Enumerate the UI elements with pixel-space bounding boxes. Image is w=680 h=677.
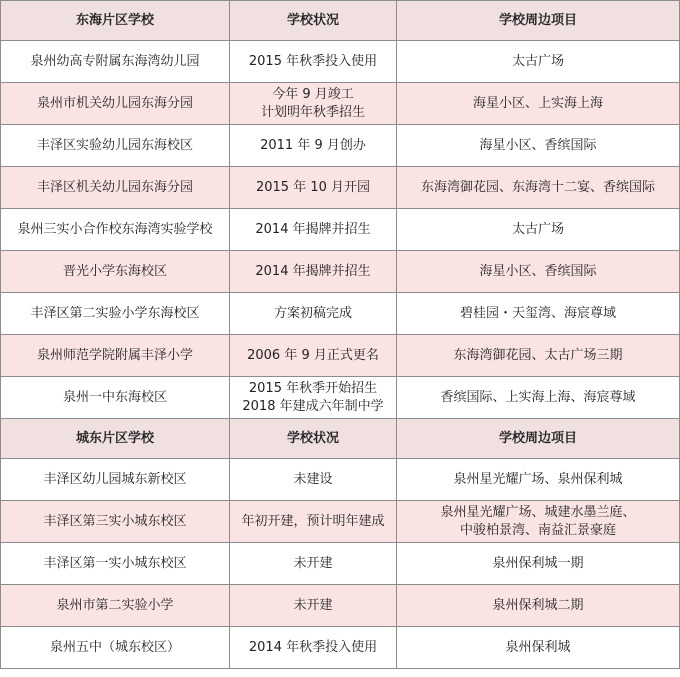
section-header-row [1,419,680,459]
status-cell [230,293,397,335]
table-row [1,627,680,669]
header-cell: 学校周边项目 [397,419,680,459]
cell-text: 泉州幼高专附属东海湾幼儿园 [30,53,200,69]
cell-text: 今年 9 月竣工 [272,86,354,102]
status-cell [230,543,397,585]
cell-text: 2018 年建成六年制中学 [242,398,384,414]
cell-text: 泉州星光耀广场、城建水墨兰庭、 [440,504,636,520]
table-row [1,459,680,501]
cell-text: 泉州三实小合作校东海湾实验学校 [17,221,213,237]
nearby-projects-cell [397,501,680,543]
cell-text: 海星小区、上实海上海 [472,95,603,111]
nearby-projects-cell [397,167,680,209]
nearby-projects-cell [397,209,680,251]
cell-text: 泉州保利城一期 [492,555,584,571]
status-cell [230,459,397,501]
cell-text: 香缤国际、上实海上海、海宸尊域 [440,389,636,405]
cell-text: 丰泽区第三实小城东校区 [43,513,187,529]
table-row [1,293,680,335]
table-row [1,251,680,293]
header-cell: 东海片区学校 [1,1,230,41]
cell-text: 海星小区、香缤国际 [479,137,597,153]
status-cell [230,209,397,251]
header-cell: 学校状况 [230,419,397,459]
header-cell: 学校状况 [230,1,397,41]
status-cell [230,83,397,125]
cell-text: 方案初稿完成 [273,305,352,321]
table-row [1,125,680,167]
status-cell [230,251,397,293]
cell-text: 丰泽区幼儿园城东新校区 [43,471,187,487]
status-cell [230,501,397,543]
nearby-projects-cell [397,377,680,419]
cell-text: 碧桂园・天玺湾、海宸尊域 [459,305,616,321]
school-name-cell [1,585,230,627]
cell-text: 计划明年秋季招生 [260,104,365,120]
table-row [1,543,680,585]
cell-text: 东海湾御花园、东海湾十二宴、香缤国际 [420,179,655,195]
table-row [1,335,680,377]
school-name-cell [1,83,230,125]
school-name-cell [1,167,230,209]
nearby-projects-cell [397,335,680,377]
table-row [1,585,680,627]
header-cell: 学校周边项目 [397,1,680,41]
school-name-cell [1,209,230,251]
cell-text: 2015 年秋季开始招生 [248,380,378,396]
cell-text: 泉州保利城二期 [492,597,584,613]
table-row [1,41,680,83]
cell-text: 泉州保利城 [505,639,571,655]
nearby-projects-cell [397,41,680,83]
school-name-cell [1,293,230,335]
status-cell [230,125,397,167]
cell-text: 泉州师范学院附属丰泽小学 [36,347,193,363]
cell-text: 2014 年揭牌并招生 [255,221,371,237]
cell-text: 泉州市第二实验小学 [56,597,174,613]
status-cell [230,167,397,209]
header-cell: 城东片区学校 [1,419,230,459]
cell-text: 海星小区、香缤国际 [479,263,597,279]
cell-text: 太古广场 [511,53,564,69]
cell-text: 东海湾御花园、太古广场三期 [453,347,623,363]
cell-text: 丰泽区实验幼儿园东海校区 [36,137,193,153]
table-row [1,377,680,419]
nearby-projects-cell [397,293,680,335]
cell-text: 2014 年秋季投入使用 [248,639,378,655]
table-row [1,209,680,251]
nearby-projects-cell [397,627,680,669]
table-row [1,167,680,209]
school-name-cell [1,501,230,543]
nearby-projects-cell [397,585,680,627]
cell-text: 2014 年揭牌并招生 [255,263,371,279]
cell-text: 太古广场 [511,221,564,237]
nearby-projects-cell [397,459,680,501]
nearby-projects-cell [397,543,680,585]
cell-text: 未建设 [293,471,333,487]
school-name-cell [1,125,230,167]
cell-text: 2015 年秋季投入使用 [248,53,378,69]
school-name-cell [1,41,230,83]
school-name-cell [1,459,230,501]
table-row [1,501,680,543]
cell-text: 2011 年 9 月创办 [260,137,366,153]
school-name-cell [1,543,230,585]
cell-text: 泉州星光耀广场、泉州保利城 [453,471,623,487]
school-name-cell [1,335,230,377]
cell-text: 年初开建，预计明年建成 [241,513,385,529]
cell-text: 2015 年 10 月开园 [255,179,371,195]
status-cell [230,585,397,627]
cell-text: 未开建 [293,555,333,571]
cell-text: 丰泽区机关幼儿园东海分园 [36,179,193,195]
cell-text: 未开建 [293,597,333,613]
nearby-projects-cell [397,83,680,125]
cell-text: 2006 年 9 月正式更名 [247,347,379,363]
cell-text: 泉州市机关幼儿园东海分园 [36,95,193,111]
cell-text: 丰泽区第一实小城东校区 [43,555,187,571]
school-name-cell [1,377,230,419]
cell-text: 泉州五中（城东校区） [49,639,180,655]
school-name-cell [1,627,230,669]
status-cell [230,627,397,669]
cell-text: 丰泽区第二实验小学东海校区 [30,305,200,321]
status-cell [230,41,397,83]
status-cell [230,377,397,419]
table-row [1,83,680,125]
school-name-cell [1,251,230,293]
cell-text: 中骏柏景湾、南益汇景豪庭 [459,522,616,538]
nearby-projects-cell [397,251,680,293]
status-cell [230,335,397,377]
section-header-row [1,1,680,41]
cell-text: 泉州一中东海校区 [62,389,167,405]
cell-text: 晋光小学东海校区 [62,263,167,279]
nearby-projects-cell [397,125,680,167]
